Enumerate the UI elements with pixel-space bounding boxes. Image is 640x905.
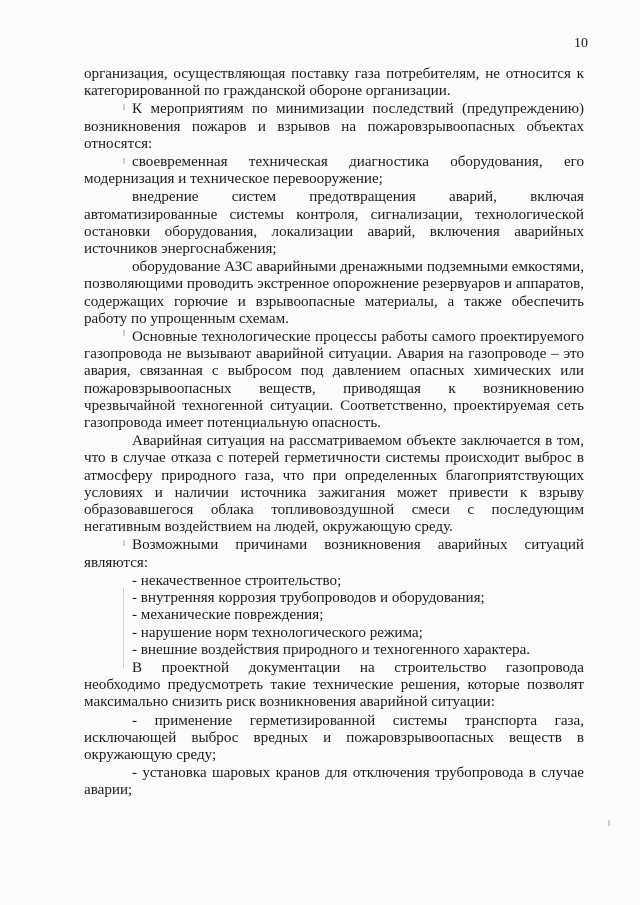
list-item-external-impacts: - внешние воздействия природного и техногенного характера.	[132, 641, 531, 658]
paragraph-design-solutions: В проектной документации на строительство газопровода необходимо предусмотреть такие технические решения, которые позволят максимально снизить риск возникновения аварийной ситуации:	[84, 659, 584, 711]
list-item-sealed-system: - применение герметизированной системы транспорта газа, исключающей выброс вредных и пожаровзрывоопасных веществ в окружающую среду;	[84, 712, 584, 763]
page-number: 10	[574, 36, 588, 51]
list-item-internal-corrosion: - внутренняя коррозия трубопроводов и оборудования;	[132, 590, 485, 607]
paragraph-gas-supplier: организация, осуществляющая поставку газа потребителям, не относится к категорированной по гражданской обороне организации.	[84, 66, 584, 100]
paragraph-causes-intro: Возможными причинами возникновения аварийных ситуаций являются:	[84, 537, 584, 571]
list-item-poor-construction: - некачественное строительство;	[132, 572, 342, 589]
list-item-ball-valves: - установка шаровых кранов для отключения трубопровода в случае аварии;	[84, 765, 584, 799]
paragraph-diagnostics: своевременная техническая диагностика оборудования, его модернизация и техническое перевооружение;	[84, 154, 584, 188]
paragraph-measures-intro: К мероприятиям по минимизации последствий (предупреждению) возникновения пожаров и взрывов на пожаровзрывоопасных объектах относятся:	[84, 101, 584, 152]
scan-mark	[608, 820, 610, 826]
scan-mark	[123, 588, 124, 668]
document-body	[84, 66, 584, 800]
scan-mark	[123, 158, 125, 164]
paragraph-pipeline-processes: Основные технологические процессы работы самого проектируемого газопровода не вызывают аварийной ситуации. Авария на газопроводе – это авария, связанная с выбросом под давлением опасных химических или пожаровзрывоопасных веществ, приводящая к возникновению чрезвычайной техногенной ситуации. Соответственно, проектируемая сеть газопровода имеет потенциальную опасность.	[84, 329, 584, 432]
scan-mark	[123, 330, 125, 336]
paragraph-emergency-scenario: Аварийная ситуация на рассматриваемом объекте заключается в том, что в случае отказа с потерей герметичности системы происходит выброс в атмосферу природного газа, что при определенных благоприятствующих условиях и наличии источника зажигания может привести к взрыву образовавшегося облака топливовоздушной смеси с последующим негативным воздействием на людей, окружающую среду.	[84, 433, 584, 536]
paragraph-fuel-station-equipment: оборудование АЗС аварийными дренажными подземными емкостями, позволяющими проводить экстренное опорожнение резервуаров и аппаратов, содержащих горючие и взрывоопасные материалы, а также обеспечить работу по упрощенным схемам.	[84, 259, 584, 327]
paragraph-prevention-systems: внедрение систем предотвращения аварий, включая автоматизированные системы контроля, сигнализации, технологической остановки оборудования, локализации аварий, включения аварийных источников энергоснабжения;	[84, 189, 584, 258]
list-item-process-violation: - нарушение норм технологического режима;	[132, 624, 423, 641]
scan-mark	[123, 104, 125, 110]
scan-mark	[123, 540, 125, 546]
list-item-mechanical-damage: - механические повреждения;	[132, 607, 324, 624]
